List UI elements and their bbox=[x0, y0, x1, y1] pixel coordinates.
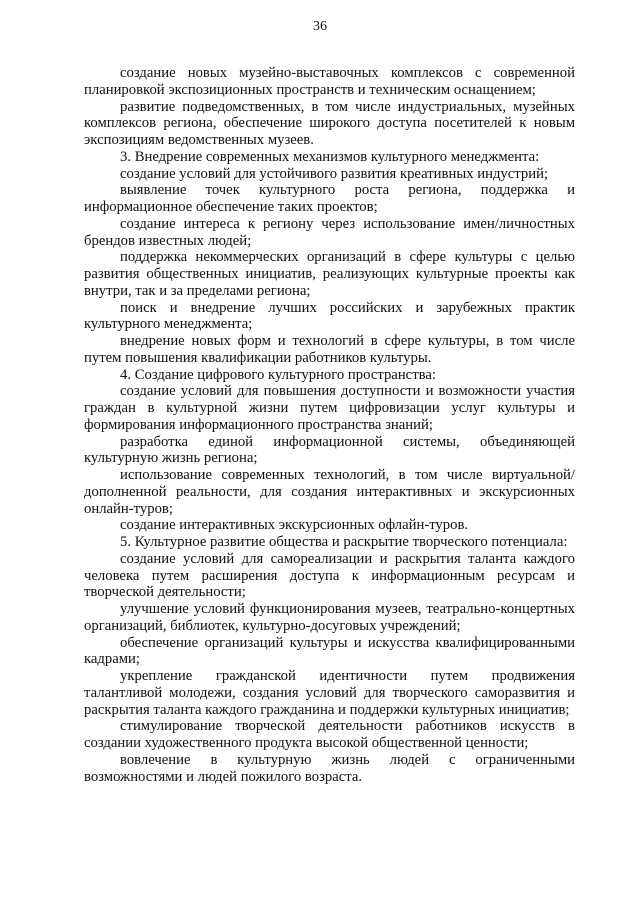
paragraph: улучшение условий функционирования музеев, театрально-концертных организаций, библиотек, культурно-досуговых учреждений; bbox=[84, 601, 575, 634]
section-heading: 3. Внедрение современных механизмов культурного менеджмента: bbox=[120, 148, 540, 165]
paragraph: использование современных технологий, в том числе виртуальной/дополненной реальности, для создания интерактивных и экскурсионных онлайн-туров; bbox=[84, 467, 575, 517]
section-heading: 4. Создание цифрового культурного пространства: bbox=[120, 366, 436, 383]
paragraph: вовлечение в культурную жизнь людей с ограниченными возможностями и людей пожилого возраста. bbox=[84, 751, 575, 785]
paragraph: обеспечение организаций культуры и искусства квалифицированными кадрами; bbox=[84, 634, 575, 668]
paragraph: создание интерактивных экскурсионных офлайн-туров. bbox=[120, 517, 469, 534]
page-number: 36 bbox=[313, 19, 327, 34]
paragraph: создание интереса к региону через использование имен/личностных брендов известных людей; bbox=[84, 215, 575, 249]
paragraph: выявление точек культурного роста региона, поддержка и информационное обеспечение таких проектов; bbox=[84, 182, 575, 215]
paragraph: создание новых музейно-выставочных комплексов с современной планировкой экспозиционных пространств и техническим оснащением; bbox=[84, 65, 575, 98]
paragraph: создание условий для устойчивого развития креативных индустрий; bbox=[120, 165, 549, 182]
paragraph: разработка единой информационной системы, объединяющей культурную жизнь региона; bbox=[84, 433, 575, 467]
paragraph: внедрение новых форм и технологий в сфере культуры, в том числе путем повышения квалификации работников культуры. bbox=[84, 333, 575, 366]
paragraph: укрепление гражданской идентичности путем продвижения талантливой молодежи, создания условий для творческого саморазвития и раскрытия таланта каждого гражданина и поддержки культурных инициатив; bbox=[84, 668, 575, 718]
paragraph: создание условий для повышения доступности и возможности участия граждан в культурной жизни путем цифровизации услуг культуры и формирования информационного пространства знаний; bbox=[84, 383, 575, 433]
paragraph: создание условий для самореализации и раскрытия таланта каждого человека путем расширения доступа к информационным ресурсам и творческой деятельности; bbox=[84, 550, 575, 601]
paragraph: стимулирование творческой деятельности работников искусств в создании художественного продукта высокой общественной ценности; bbox=[84, 718, 575, 751]
section-heading: 5. Культурное развитие общества и раскрытие творческого потенциала: bbox=[120, 534, 568, 550]
paragraph: поиск и внедрение лучших российских и зарубежных практик культурного менеджмента; bbox=[84, 299, 575, 333]
page-body bbox=[84, 65, 575, 785]
paragraph: поддержка некоммерческих организаций в сфере культуры с целью развития общественных инициатив, реализующих культурные проекты как внутри, так и за пределами региона; bbox=[84, 249, 575, 299]
paragraph: развитие подведомственных, в том числе индустриальных, музейных комплексов региона, обеспечение широкого доступа посетителей к новым экспозициям ведомственных музеев. bbox=[84, 98, 575, 148]
